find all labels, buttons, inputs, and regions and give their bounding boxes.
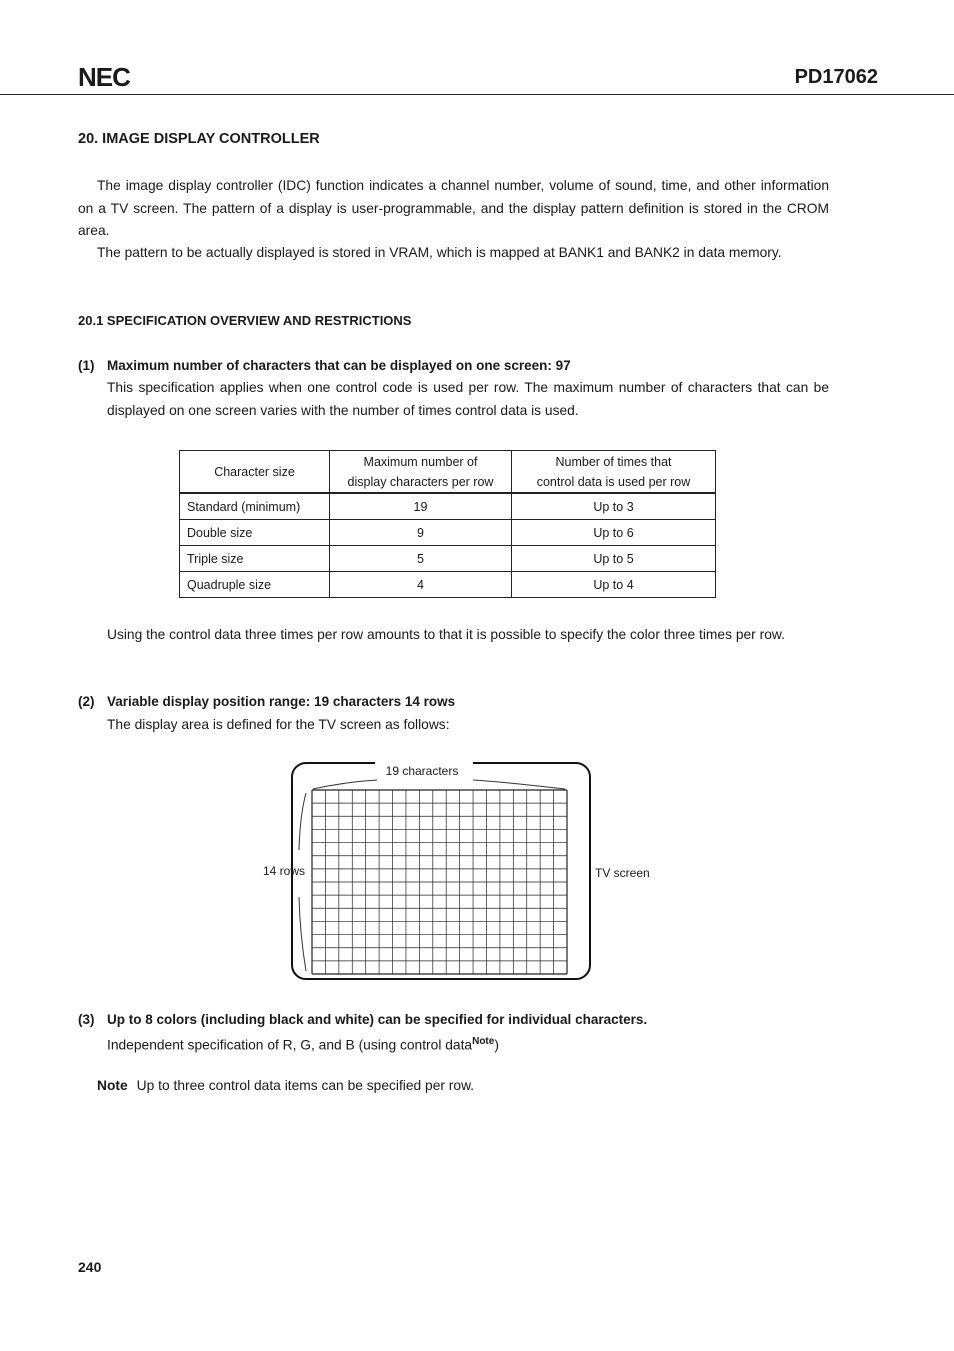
table-cell: 4 <box>330 572 512 598</box>
part-number: PD17062 <box>794 66 878 88</box>
page-number: 240 <box>78 1259 102 1275</box>
table-cell: Up to 4 <box>512 572 716 598</box>
table-header-character-size <box>180 451 330 494</box>
note-text: Up to three control data items can be specified per row. <box>136 1078 475 1093</box>
header-text: Number of times that <box>555 454 672 469</box>
header-rule <box>0 94 954 95</box>
item-3-number: (3) <box>78 1012 95 1027</box>
item-3-title <box>78 1012 647 1027</box>
tv-screen-diagram <box>255 755 675 985</box>
item-1-after-table: Using the control data three times per row amounts to that it is possible to specify the color three times per row. <box>107 627 785 642</box>
item-2-number: (2) <box>78 694 95 709</box>
note <box>97 1078 474 1093</box>
table-row <box>180 572 716 598</box>
columns-brace-left <box>313 780 377 789</box>
table-row <box>180 520 716 546</box>
item-1-number: (1) <box>78 358 95 373</box>
header-text: display characters per row <box>347 474 494 489</box>
table-header-row <box>180 451 716 494</box>
header-text: Character size <box>214 464 295 479</box>
item-2-body: The display area is defined for the TV screen as follows: <box>107 717 450 732</box>
item-3-body-text: Independent specification of R, G, and B (using control data <box>107 1037 473 1053</box>
table-header-control-data-times <box>512 451 716 494</box>
table-cell: 19 <box>330 493 512 520</box>
header-text: Maximum number of <box>363 454 478 469</box>
item-2-heading: Variable display position range: 19 characters 14 rows <box>107 694 456 709</box>
tv-screen-outline <box>292 763 590 979</box>
rows-brace-bottom <box>299 897 306 971</box>
rows-brace-top <box>299 793 306 850</box>
character-size-table <box>179 450 716 598</box>
table-cell: Standard (minimum) <box>180 493 330 520</box>
note-label: Note <box>97 1078 128 1093</box>
section-title: 20. IMAGE DISPLAY CONTROLLER <box>78 131 320 147</box>
table-cell: Triple size <box>180 546 330 572</box>
header-text: control data is used per row <box>536 474 691 489</box>
item-2-title <box>78 694 455 709</box>
item-3-heading: Up to 8 colors (including black and white) can be specified for individual characters. <box>107 1012 648 1027</box>
item-1-body: This specification applies when one control code is used per row. The maximum number of characters that can be displayed on one screen varies with the number of times control data is used. <box>107 380 829 418</box>
table-cell: 9 <box>330 520 512 546</box>
intro-paragraph-1: The image display controller (IDC) function indicates a channel number, volume of sound, time, and other information on a TV screen. The pattern of a display is user-programmable, and the display pattern definition is stored in the CROM area. <box>78 178 829 238</box>
columns-brace-right <box>473 780 565 789</box>
table-cell: Up to 3 <box>512 493 716 520</box>
intro-paragraph-2: The pattern to be actually displayed is stored in VRAM, which is mapped at BANK1 and BANK2 in data memory. <box>97 245 782 260</box>
columns-label: 19 characters <box>385 764 459 778</box>
item-1-heading: Maximum number of characters that can be displayed on one screen: 97 <box>107 358 571 373</box>
table-cell: Double size <box>180 520 330 546</box>
item-3-body <box>107 1031 829 1057</box>
note-reference: Note <box>472 1036 495 1047</box>
subsection-title: 20.1 SPECIFICATION OVERVIEW AND RESTRICTIONS <box>78 313 412 328</box>
table-row <box>180 493 716 520</box>
item-1-title <box>78 358 571 373</box>
table-cell: Up to 6 <box>512 520 716 546</box>
table-cell: 5 <box>330 546 512 572</box>
table-row <box>180 546 716 572</box>
item-3-body-end: ) <box>494 1037 499 1053</box>
nec-logo: NEC <box>78 62 130 92</box>
rows-label: 14 rows <box>262 864 306 878</box>
table-cell: Up to 5 <box>512 546 716 572</box>
tv-screen-label: TV screen <box>595 866 650 880</box>
display-grid <box>312 790 567 974</box>
table-header-max-characters <box>330 451 512 494</box>
table-cell: Quadruple size <box>180 572 330 598</box>
